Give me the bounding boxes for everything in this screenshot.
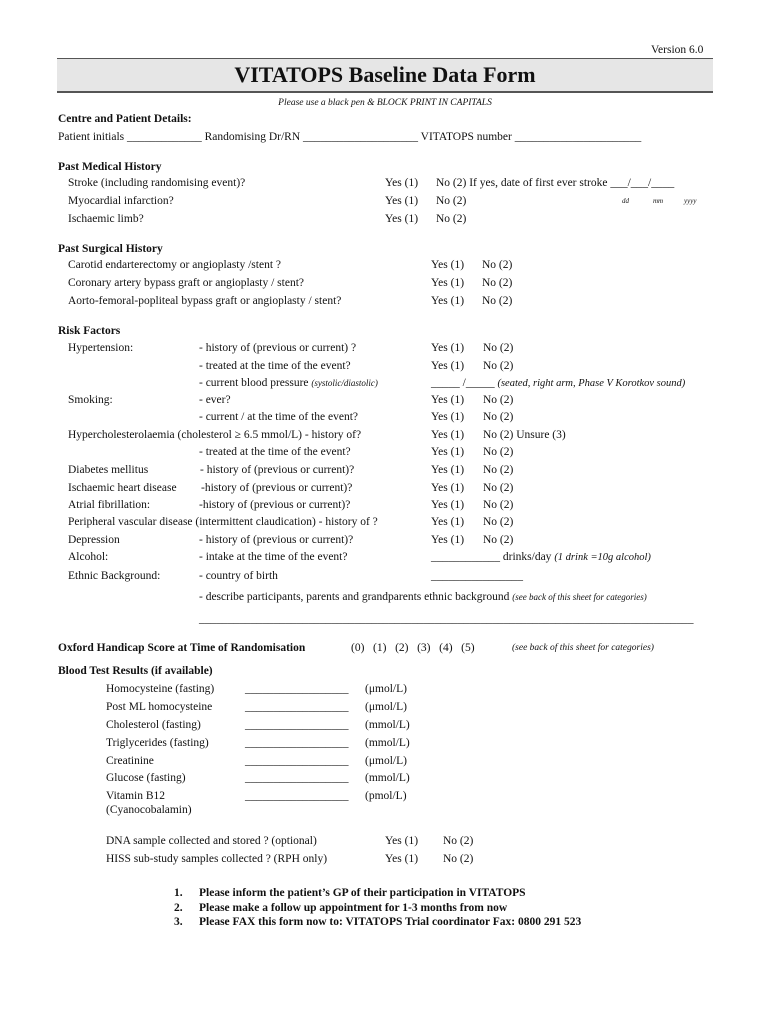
title-bar xyxy=(57,58,713,93)
rf-yes-option[interactable]: Yes (1) xyxy=(431,464,465,476)
rf-yes-option[interactable]: Yes (1) xyxy=(431,360,465,372)
limb-no-option[interactable]: No (2) xyxy=(436,213,467,225)
rf-heading: Risk Factors xyxy=(58,325,121,337)
instruction-number: 2. xyxy=(174,902,183,914)
pmh-heading: Past Medical History xyxy=(58,161,162,173)
blood-test-field[interactable]: __________________ xyxy=(245,755,349,767)
blood-test-field[interactable]: __________________ xyxy=(245,790,349,802)
rf-yes-option[interactable]: Yes (1) xyxy=(431,446,465,458)
alcohol-field[interactable] xyxy=(431,551,651,563)
rf-yes-option[interactable]: Yes (1) xyxy=(431,411,465,423)
psh-no-option[interactable]: No (2) xyxy=(482,259,513,271)
instructions-subtitle: Please use a black pen & BLOCK PRINT IN CAPITALS xyxy=(278,98,492,108)
hypertension-history-question: - history of (previous or current) ? xyxy=(199,342,357,354)
psh-item-label: Carotid endarterectomy or angioplasty /stent ? xyxy=(68,259,282,271)
rf-no-option[interactable]: No (2) xyxy=(483,464,514,476)
af-question: -history of (previous or current)? xyxy=(199,499,351,511)
rf-yes-option[interactable]: Yes (1) xyxy=(431,429,465,441)
instruction-number: 1. xyxy=(174,887,183,899)
rf-no-option[interactable]: No (2) xyxy=(483,411,514,423)
pvd-question: Peripheral vascular disease (intermittent claudication) - history of ? xyxy=(68,516,378,528)
blood-test-unit: (mmol/L) xyxy=(365,719,410,731)
rf-no-option[interactable]: No (2) xyxy=(483,516,514,528)
dna-sample-question: DNA sample collected and stored ? (optional) xyxy=(106,835,317,847)
date-yyyy-hint: yyyy xyxy=(684,197,697,205)
blood-test-unit: (μmol/L) xyxy=(365,755,407,767)
cholesterol-question: Hypercholesterolaemia (cholesterol ≥ 6.5 mmol/L) - history of? xyxy=(68,429,362,441)
hypertension-label: Hypertension: xyxy=(68,342,134,354)
instruction-text: Please FAX this form now to: VITATOPS Trial coordinator Fax: 0800 291 523 xyxy=(199,916,582,928)
psh-no-option[interactable]: No (2) xyxy=(482,295,513,307)
rf-no-unsure-option[interactable]: No (2) Unsure (3) xyxy=(483,429,566,441)
bp-note: (seated, right arm, Phase V Korotkov sound) xyxy=(497,378,686,389)
patient-details-line[interactable]: Patient initials _____________ Randomising Dr/RN ____________________ VITATOPS number ______________________ xyxy=(58,131,642,143)
dna-no-option[interactable]: No (2) xyxy=(443,835,474,847)
hiss-no-option[interactable]: No (2) xyxy=(443,853,474,865)
blood-test-unit: (mmol/L) xyxy=(365,737,410,749)
blood-test-label: Homocysteine (fasting) xyxy=(106,683,215,695)
psh-yes-option[interactable]: Yes (1) xyxy=(431,295,465,307)
rf-yes-option[interactable]: Yes (1) xyxy=(431,394,465,406)
blood-test-label: Glucose (fasting) xyxy=(106,772,186,784)
rf-no-option[interactable]: No (2) xyxy=(483,499,514,511)
blood-test-label: Vitamin B12 xyxy=(106,790,166,802)
blood-test-unit: (μmol/L) xyxy=(365,701,407,713)
stroke-question: Stroke (including randomising event)? xyxy=(68,177,246,189)
blood-pressure-question xyxy=(199,377,378,389)
smoking-label: Smoking: xyxy=(68,394,113,406)
psh-heading: Past Surgical History xyxy=(58,243,163,255)
instruction-number: 3. xyxy=(174,916,183,928)
alcohol-blank[interactable]: ____________ drinks/day xyxy=(431,551,552,563)
blood-test-label: Creatinine xyxy=(106,755,154,767)
rf-yes-option[interactable]: Yes (1) xyxy=(431,342,465,354)
instruction-text: Please inform the patient’s GP of their participation in VITATOPS xyxy=(199,887,526,899)
mi-question: Myocardial infarction? xyxy=(68,195,174,207)
rf-yes-option[interactable]: Yes (1) xyxy=(431,516,465,528)
dna-yes-option[interactable]: Yes (1) xyxy=(385,835,419,847)
bp-question-text: - current blood pressure xyxy=(199,377,309,389)
mi-no-option[interactable]: No (2) xyxy=(436,195,467,207)
ethnic-question-text: - describe participants, parents and grandparents ethnic background xyxy=(199,591,510,603)
blood-test-unit: (μmol/L) xyxy=(365,683,407,695)
limb-question: Ischaemic limb? xyxy=(68,213,144,225)
ethnic-background-field[interactable]: ______________________________________________________________________________________ xyxy=(199,613,694,625)
mi-yes-option[interactable]: Yes (1) xyxy=(385,195,419,207)
blood-test-field[interactable]: __________________ xyxy=(245,737,349,749)
rf-no-option[interactable]: No (2) xyxy=(483,394,514,406)
diabetes-question: - history of (previous or current)? xyxy=(200,464,355,476)
bp-question-note: (systolic/diastolic) xyxy=(311,378,378,388)
ohs-heading: Oxford Handicap Score at Time of Randomisation xyxy=(58,642,306,654)
country-of-birth-question: - country of birth xyxy=(199,570,278,582)
bp-blank[interactable]: _____ /_____ xyxy=(431,377,495,389)
psh-yes-option[interactable]: Yes (1) xyxy=(431,259,465,271)
blood-test-label: Post ML homocysteine xyxy=(106,701,213,713)
rf-no-option[interactable]: No (2) xyxy=(483,534,514,546)
stroke-yes-option[interactable]: Yes (1) xyxy=(385,177,419,189)
psh-item-label: Coronary artery bypass graft or angioplasty / stent? xyxy=(68,277,305,289)
date-mm-hint: mm xyxy=(653,197,664,205)
instruction-text: Please make a follow up appointment for 1-3 months from now xyxy=(199,902,508,914)
hypertension-treated-question: - treated at the time of the event? xyxy=(199,360,351,372)
ihd-question: -history of (previous or current)? xyxy=(201,482,353,494)
rf-no-option[interactable]: No (2) xyxy=(483,482,514,494)
diabetes-label: Diabetes mellitus xyxy=(68,464,149,476)
hiss-yes-option[interactable]: Yes (1) xyxy=(385,853,419,865)
blood-test-field[interactable]: __________________ xyxy=(245,772,349,784)
ohs-row xyxy=(58,642,305,654)
ethnic-label: Ethnic Background: xyxy=(68,570,161,582)
ihd-label: Ischaemic heart disease xyxy=(68,482,177,494)
b12-sublabel: (Cyanocobalamin) xyxy=(106,804,192,816)
rf-yes-option[interactable]: Yes (1) xyxy=(431,499,465,511)
cholesterol-treated-question: - treated at the time of the event? xyxy=(199,446,351,458)
blood-test-unit: (mmol/L) xyxy=(365,772,410,784)
hiss-sample-question: HISS sub-study samples collected ? (RPH only) xyxy=(106,853,328,865)
blood-test-field[interactable]: __________________ xyxy=(245,701,349,713)
depression-label: Depression xyxy=(68,534,120,546)
blood-heading: Blood Test Results (if available) xyxy=(58,665,213,677)
rf-no-option[interactable]: No (2) xyxy=(483,360,514,372)
country-of-birth-field[interactable]: ________________ xyxy=(431,570,523,582)
stroke-no-option[interactable]: No (2) If yes, date of first ever stroke ___/___/____ xyxy=(436,177,675,189)
smoking-current-question: - current / at the time of the event? xyxy=(199,411,359,423)
ethnic-background-question xyxy=(199,591,647,603)
blood-test-field[interactable]: __________________ xyxy=(245,719,349,731)
blood-test-unit: (pmol/L) xyxy=(365,790,407,802)
blood-test-label: Triglycerides (fasting) xyxy=(106,737,209,749)
ethnic-question-note: (see back of this sheet for categories) xyxy=(512,592,647,602)
rf-yes-option[interactable]: Yes (1) xyxy=(431,534,465,546)
ohs-options[interactable]: (0) (1) (2) (3) (4) (5) xyxy=(351,642,475,654)
psh-no-option[interactable]: No (2) xyxy=(482,277,513,289)
alcohol-label: Alcohol: xyxy=(68,551,109,563)
date-dd-hint: dd xyxy=(622,197,629,205)
page-title: VITATOPS Baseline Data Form xyxy=(234,62,536,87)
af-label: Atrial fibrillation: xyxy=(68,499,151,511)
centre-heading: Centre and Patient Details: xyxy=(58,113,192,125)
version-label: Version 6.0 xyxy=(651,44,704,56)
ohs-note: (see back of this sheet for categories) xyxy=(512,643,654,653)
rf-yes-option[interactable]: Yes (1) xyxy=(431,482,465,494)
smoking-ever-question: - ever? xyxy=(199,394,231,406)
psh-yes-option[interactable]: Yes (1) xyxy=(431,277,465,289)
depression-question: - history of (previous or current)? xyxy=(199,534,354,546)
rf-no-option[interactable]: No (2) xyxy=(483,446,514,458)
alcohol-note: (1 drink =10g alcohol) xyxy=(554,552,651,563)
psh-item-label: Aorto-femoral-popliteal bypass graft or angioplasty / stent? xyxy=(68,295,342,307)
alcohol-question: - intake at the time of the event? xyxy=(199,551,348,563)
rf-no-option[interactable]: No (2) xyxy=(483,342,514,354)
limb-yes-option[interactable]: Yes (1) xyxy=(385,213,419,225)
blood-pressure-field[interactable] xyxy=(431,377,685,389)
blood-test-field[interactable]: __________________ xyxy=(245,683,349,695)
blood-test-label: Cholesterol (fasting) xyxy=(106,719,201,731)
